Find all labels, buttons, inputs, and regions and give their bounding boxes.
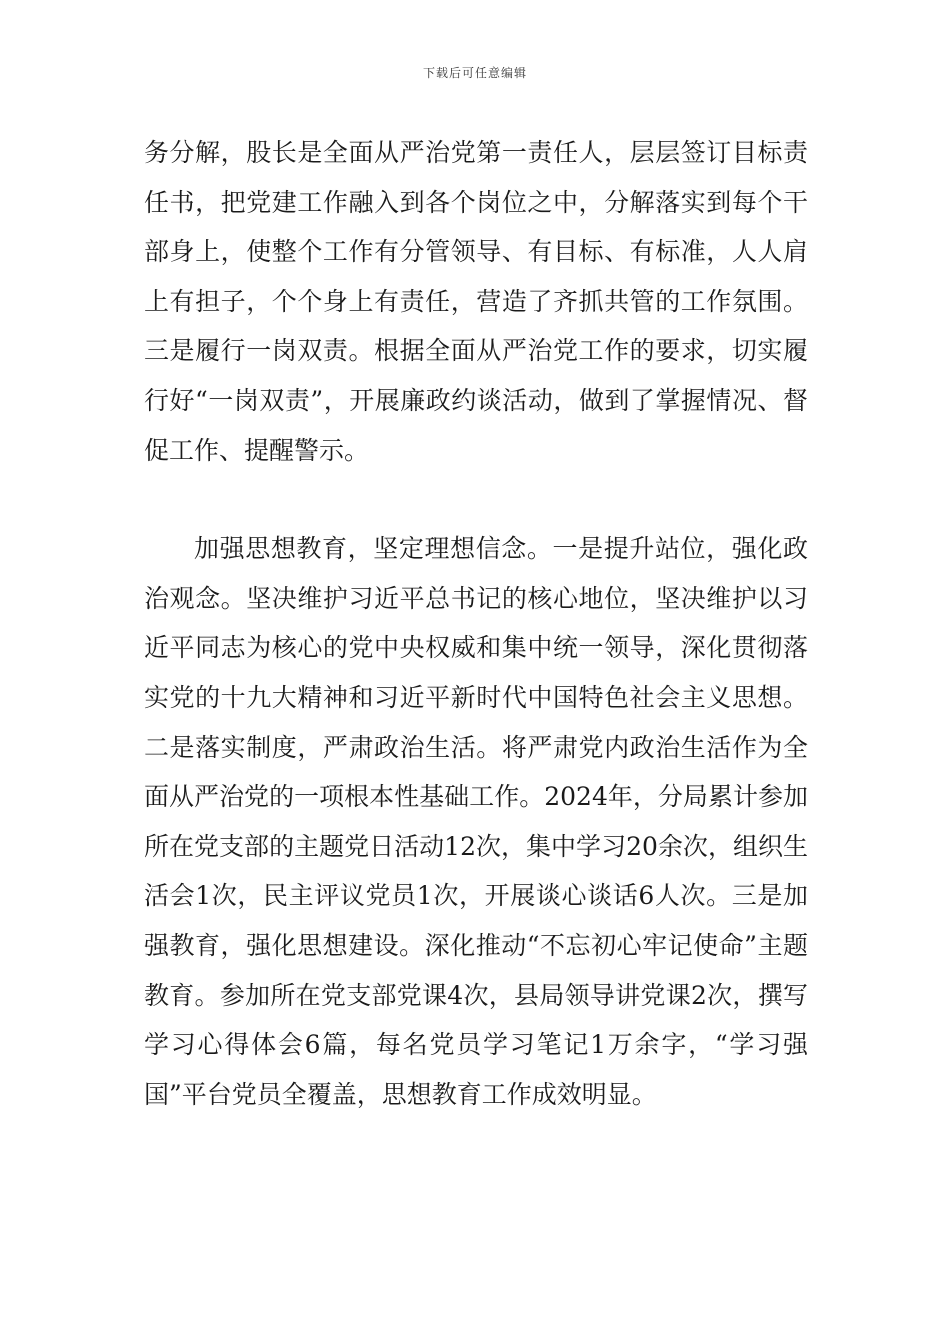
page-header-note: 下载后可任意编辑 <box>422 66 527 80</box>
document-body <box>144 128 808 1119</box>
body-paragraph-2: 加强思想教育，坚定理想信念。一是提升站位，强化政治观念。坚决维护习近平总书记的核心地位，坚决维护以习近平同志为核心的党中央权威和集中统一领导，深化贯彻落实党的十九大精神和习近平新时代中国特色社会主义思想。二是落实制度，严肃政治生活。将严肃党内政治生活作为全面从严治党的一项根本性基础工作。2024年，分局累计参加所在党支部的主题党日活动12次，集中学习20余次，组织生活会1次，民主评议党员1次，开展谈心谈话6人次。三是加强教育，强化思想建设。深化推动“不忘初心牢记使命”主题教育。参加所在党支部党课4次，县局领导讲党课2次，撰写学习心得体会6篇，每名党员学习笔记1万余字，“学习强国”平台党员全覆盖，思想教育工作成效明显。 <box>144 534 808 1109</box>
body-paragraph-1: 务分解，股长是全面从严治党第一责任人，层层签订目标责任书，把党建工作融入到各个岗位之中，分解落实到每个干部身上，使整个工作有分管领导、有目标、有标准，人人肩上有担子，个个身上有责任，营造了齐抓共管的工作氛围。三是履行一岗双责。根据全面从严治党工作的要求，切实履行好“一岗双责”，开展廉政约谈活动，做到了掌握情况、督促工作、提醒警示。 <box>144 138 808 465</box>
